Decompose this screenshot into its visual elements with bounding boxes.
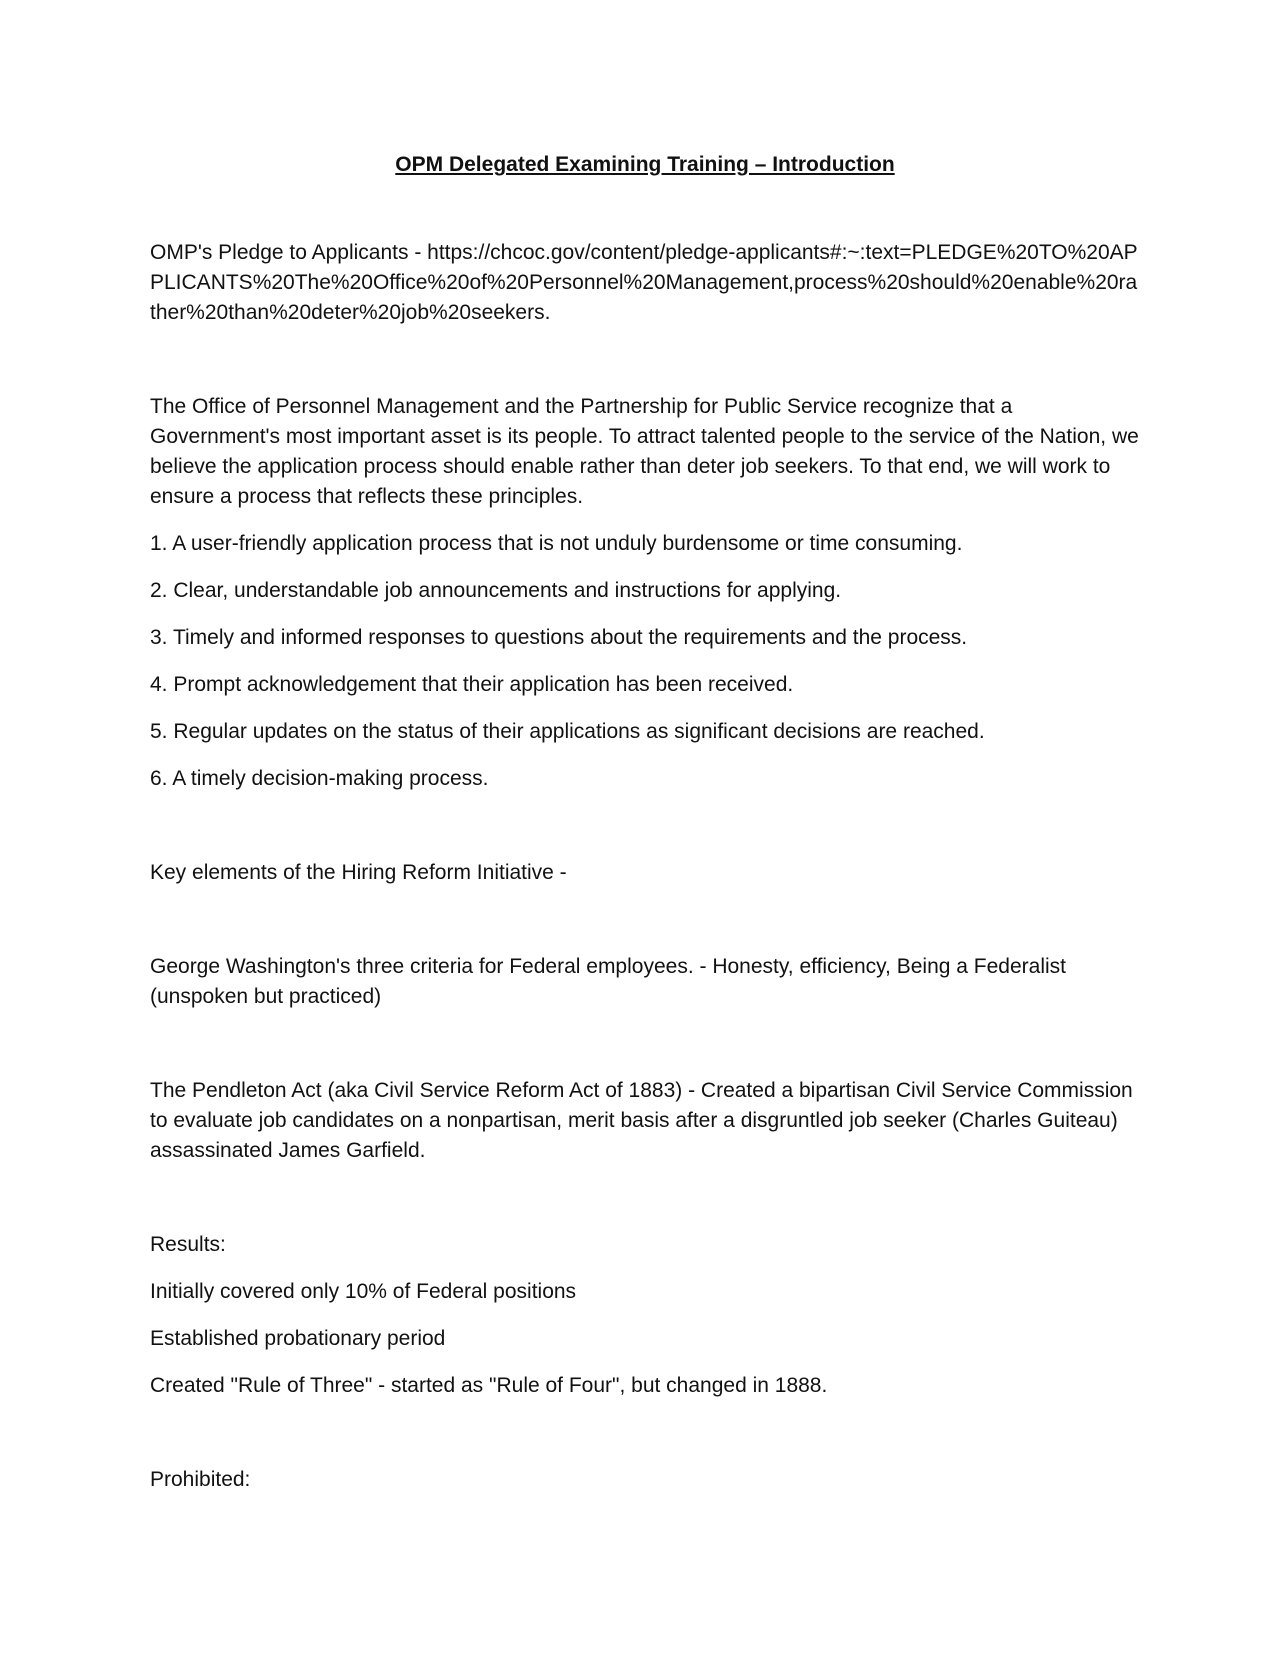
result-item: Initially covered only 10% of Federal positions (150, 1280, 577, 1303)
principle-item: 4. Prompt acknowledgement that their application has been received. (150, 673, 794, 696)
principle-item: 5. Regular updates on the status of their applications as significant decisions are reached. (150, 720, 985, 743)
intro-paragraph: The Office of Personnel Management and the Partnership for Public Service recognize that a Government's most important asset is its people. To attract talented people to the service of the Nation, we believe the application process should enable rather than deter job seekers. To that end, we will work to ensure a process that reflects these principles. (150, 395, 1139, 508)
results-label: Results: (150, 1233, 226, 1256)
document-body (150, 150, 1140, 1495)
principle-item: 2. Clear, understandable job announcements and instructions for applying. (150, 579, 842, 602)
prohibited-label: Prohibited: (150, 1468, 251, 1491)
principle-item: 6. A timely decision-making process. (150, 767, 489, 790)
key-elements-heading: Key elements of the Hiring Reform Initiative - (150, 861, 567, 884)
pledge-url-paragraph: OMP's Pledge to Applicants - https://chcoc.gov/content/pledge-applicants#:~:text=PLEDGE%20TO%20APPLICANTS%20The%20Office%20of%20Personnel%20Management,process%20should%20enable%20rather%20than%20deter%20job%20seekers. (150, 241, 1138, 324)
principle-item: 3. Timely and informed responses to questions about the requirements and the process. (150, 626, 968, 649)
result-item: Established probationary period (150, 1327, 446, 1350)
principle-item: 1. A user-friendly application process that is not unduly burdensome or time consuming. (150, 532, 963, 555)
washington-paragraph: George Washington's three criteria for Federal employees. - Honesty, efficiency, Being a Federalist (unspoken but practiced) (150, 955, 1066, 1008)
pendleton-paragraph: The Pendleton Act (aka Civil Service Reform Act of 1883) - Created a bipartisan Civil Service Commission to evaluate job candidates on a nonpartisan, merit basis after a disgruntled job seeker (Charles Guiteau) assassinated James Garfield. (150, 1079, 1133, 1162)
result-item: Created "Rule of Three" - started as "Rule of Four", but changed in 1888. (150, 1374, 828, 1397)
document-title: OPM Delegated Examining Training – Introduction (395, 153, 895, 176)
